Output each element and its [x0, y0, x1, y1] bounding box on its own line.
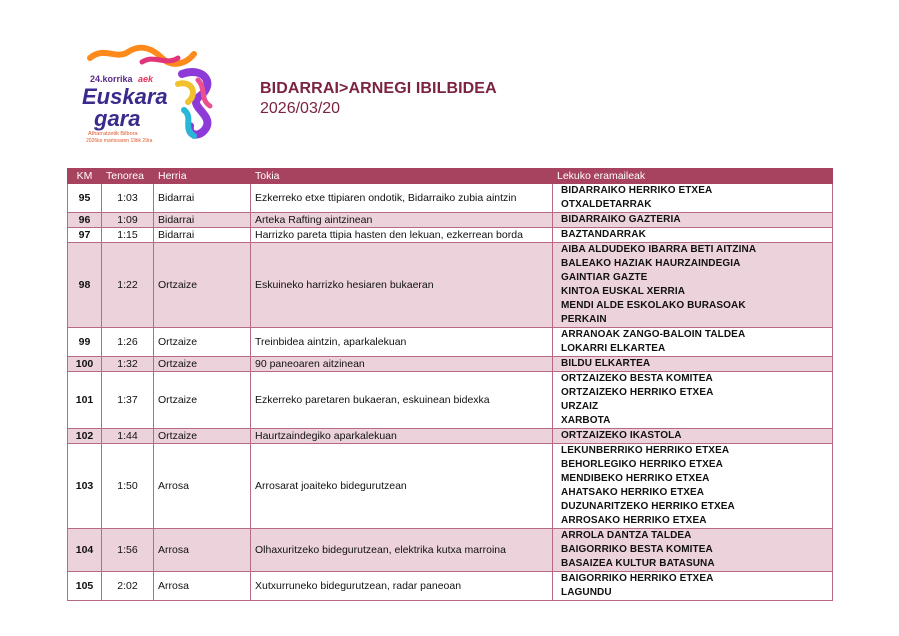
town-cell: Ortzaize: [154, 243, 251, 328]
place-cell: Ezkerreko etxe ttipiaren ondotik, Bidarraiko zubia aintzin: [251, 184, 553, 213]
carrier-name: AIBA ALDUDEKO IBARRA BETI AITZINA: [561, 244, 757, 255]
carrier-name: BAIGORRIKO HERRIKO ETXEA: [561, 573, 714, 584]
carriers-cell: [553, 243, 833, 328]
km-cell: 96: [68, 213, 102, 228]
table-row: [68, 357, 833, 372]
carrier-name: XARBOTA: [561, 415, 611, 426]
table-row: [68, 184, 833, 213]
km-cell: 95: [68, 184, 102, 213]
carriers-cell: [553, 213, 833, 228]
carrier-name: BIDARRAIKO HERRIKO ETXEA: [561, 185, 713, 196]
town-cell: Bidarrai: [154, 228, 251, 243]
time-cell: 2:02: [102, 572, 154, 601]
carrier-name: ARRANOAK ZANGO-BALOIN TALDEA: [561, 329, 746, 340]
carrier-name: LEKUNBERRIKO HERRIKO ETXEA: [561, 445, 730, 456]
carriers-cell: [553, 357, 833, 372]
carrier-name: AHATSAKO HERRIKO ETXEA: [561, 487, 705, 498]
carrier-name: ARROSAKO HERRIKO ETXEA: [561, 515, 707, 526]
carriers-cell: [553, 444, 833, 529]
km-cell: 103: [68, 444, 102, 529]
town-cell: Ortzaize: [154, 357, 251, 372]
carrier-name: BASAIZEA KULTUR BATASUNA: [561, 558, 715, 569]
place-cell: Olhaxuritzeko bidegurutzean, elektrika kutxa marroina: [251, 529, 553, 572]
column-header-time: Tenorea: [102, 169, 154, 184]
carrier-name: ORTZAIZEKO BESTA KOMITEA: [561, 373, 713, 384]
km-cell: 97: [68, 228, 102, 243]
logo-edition: 24.korrika: [90, 74, 133, 84]
korrika-logo-graphic: [82, 44, 232, 146]
table-header-row: [68, 169, 833, 184]
time-cell: 1:32: [102, 357, 154, 372]
km-cell: 102: [68, 429, 102, 444]
carrier-name: MENDI ALDE ESKOLAKO BURASOAK: [561, 300, 746, 311]
carrier-name: BAIGORRIKO BESTA KOMITEA: [561, 544, 713, 555]
town-cell: Ortzaize: [154, 328, 251, 357]
carrier-name: DUZUNARITZEKO HERRIKO ETXEA: [561, 501, 735, 512]
time-cell: 1:15: [102, 228, 154, 243]
time-cell: 1:50: [102, 444, 154, 529]
carrier-name: ORTZAIZEKO HERRIKO ETXEA: [561, 387, 714, 398]
carrier-name: PERKAIN: [561, 314, 607, 325]
table-row: [68, 213, 833, 228]
table-row: [68, 429, 833, 444]
time-cell: 1:44: [102, 429, 154, 444]
carrier-name: ARROLA DANTZA TALDEA: [561, 530, 692, 541]
time-cell: 1:09: [102, 213, 154, 228]
table-row: [68, 529, 833, 572]
carrier-name: OTXALDETARRAK: [561, 199, 652, 210]
logo-brand: aek: [138, 74, 154, 84]
carriers-cell: [553, 529, 833, 572]
column-header-km: KM: [68, 169, 102, 184]
table-row: [68, 444, 833, 529]
carrier-name: ORTZAIZEKO IKASTOLA: [561, 430, 682, 441]
carrier-name: LOKARRI ELKARTEA: [561, 343, 666, 354]
place-cell: Treinbidea aintzin, aparkalekuan: [251, 328, 553, 357]
carriers-cell: [553, 228, 833, 243]
km-cell: 104: [68, 529, 102, 572]
town-cell: Ortzaize: [154, 429, 251, 444]
km-cell: 99: [68, 328, 102, 357]
km-cell: 105: [68, 572, 102, 601]
time-cell: 1:22: [102, 243, 154, 328]
carrier-name: BEHORLEGIKO HERRIKO ETXEA: [561, 459, 723, 470]
route-table: [67, 168, 833, 601]
table-row: [68, 243, 833, 328]
town-cell: Ortzaize: [154, 372, 251, 429]
carrier-name: GAINTIAR GAZTE: [561, 272, 648, 283]
place-cell: Xutxurruneko bidegurutzean, radar paneoan: [251, 572, 553, 601]
column-header-place: Tokia: [251, 169, 553, 184]
km-cell: 100: [68, 357, 102, 372]
place-cell: 90 paneoaren aitzinean: [251, 357, 553, 372]
town-cell: Arrosa: [154, 529, 251, 572]
place-cell: Harrizko pareta ttipia hasten den lekuan, ezkerrean borda: [251, 228, 553, 243]
town-cell: Bidarrai: [154, 213, 251, 228]
place-cell: Haurtzaindegiko aparkalekuan: [251, 429, 553, 444]
carriers-cell: [553, 372, 833, 429]
time-cell: 1:03: [102, 184, 154, 213]
town-cell: Bidarrai: [154, 184, 251, 213]
time-cell: 1:26: [102, 328, 154, 357]
time-cell: 1:37: [102, 372, 154, 429]
header: [260, 80, 497, 118]
carrier-name: BALEAKO HAZIAK HAURZAINDEGIA: [561, 258, 741, 269]
logo-slogan-line2: gara: [94, 106, 141, 131]
route-table-body: [68, 184, 833, 601]
logo-dates: 2026ko martxoaren 19tik 29ra: [86, 138, 153, 144]
carrier-name: KINTOA EUSKAL XERRIA: [561, 286, 686, 297]
carrier-name: URZAIZ: [561, 401, 599, 412]
place-cell: Ezkerreko paretaren bukaeran, eskuinean bidexka: [251, 372, 553, 429]
column-header-town: Herria: [154, 169, 251, 184]
page-date: 2026/03/20: [260, 100, 341, 117]
carrier-name: BAZTANDARRAK: [561, 229, 646, 240]
place-cell: Arrosarat joaiteko bidegurutzean: [251, 444, 553, 529]
table-row: [68, 572, 833, 601]
table-row: [68, 372, 833, 429]
carrier-name: BIDARRAIKO GAZTERIA: [561, 214, 681, 225]
page-title: BIDARRAI>ARNEGI IBILBIDEA: [260, 80, 497, 97]
logo-subtitle: Atharratzetik Bilbora: [88, 131, 138, 137]
place-cell: Arteka Rafting aintzinean: [251, 213, 553, 228]
logo-slogan-line1: Euskara: [82, 84, 168, 109]
km-cell: 101: [68, 372, 102, 429]
town-cell: Arrosa: [154, 572, 251, 601]
carrier-name: MENDIBEKO HERRIKO ETXEA: [561, 473, 710, 484]
column-header-carriers: Lekuko eramaileak: [553, 169, 833, 184]
town-cell: Arrosa: [154, 444, 251, 529]
table-row: [68, 328, 833, 357]
carriers-cell: [553, 429, 833, 444]
korrika-logo: [82, 44, 232, 146]
carrier-name: BILDU ELKARTEA: [561, 358, 651, 369]
km-cell: 98: [68, 243, 102, 328]
time-cell: 1:56: [102, 529, 154, 572]
place-cell: Eskuineko harrizko hesiaren bukaeran: [251, 243, 553, 328]
carrier-name: LAGUNDU: [561, 587, 612, 598]
table-row: [68, 228, 833, 243]
carriers-cell: [553, 328, 833, 357]
carriers-cell: [553, 572, 833, 601]
carriers-cell: [553, 184, 833, 213]
